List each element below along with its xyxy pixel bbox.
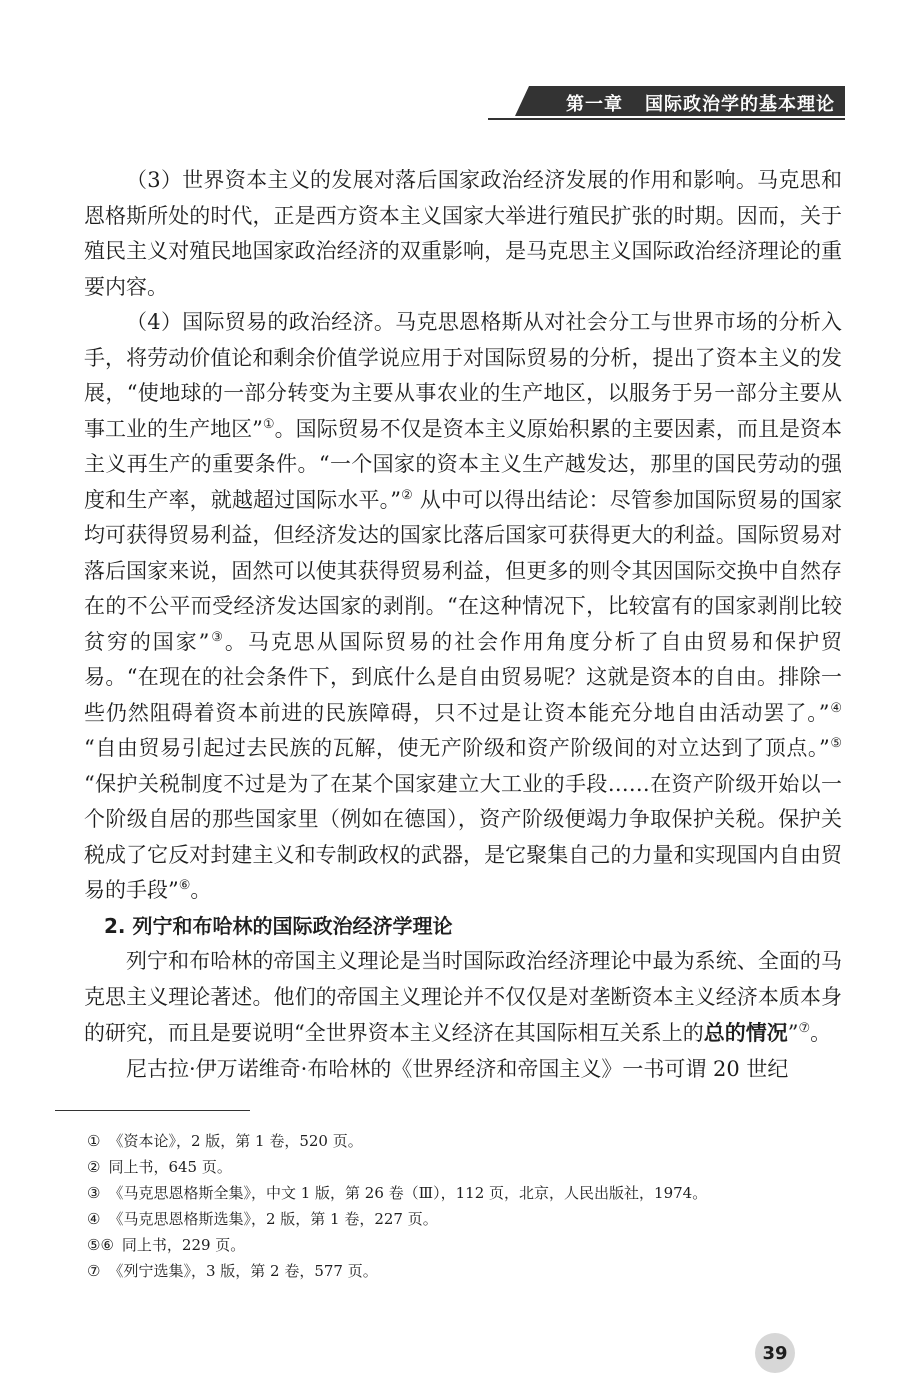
header-text	[566, 90, 835, 116]
footnote-mark: ②	[87, 1158, 101, 1176]
footnote-ref-7[interactable]: ⑦	[798, 1021, 811, 1036]
footnote-text: 同上书，645 页。	[108, 1158, 232, 1176]
footnote-ref-5[interactable]: ⑤	[829, 736, 842, 751]
paragraph-3-part-b: ”	[787, 1021, 799, 1045]
footnote-item	[87, 1180, 807, 1206]
footnote-mark: ④	[87, 1210, 101, 1228]
footnote-mark: ③	[87, 1184, 101, 1202]
header-title: 国际政治学的基本理论	[645, 94, 835, 115]
paragraph-2-part-b: 。国际贸易不仅是资本主义原始积累的主要因素，而且是资本主义再生产的重要条件。“一个国家的资本主义生产越发达，那里的国民劳动的强度和生产率，就越超过国际水平。”	[84, 416, 842, 512]
footnote-item	[87, 1128, 807, 1154]
footnote-item	[87, 1206, 807, 1232]
footnote-item	[87, 1232, 807, 1258]
running-header	[488, 82, 845, 124]
footnote-ref-1[interactable]: ①	[262, 416, 275, 432]
paragraph-2-part-f: “保护关税制度不过是为了在某个国家建立大工业的手段……在资产阶级开始以一个阶级自居的那些国家里（例如在德国），资产阶级便竭力争取保护关税。保护关税成了它反对封建主义和专制政权的武器，是它聚集自己的力量和实现国内自由贸易的手段”	[84, 771, 842, 902]
header-chapter: 第一章	[566, 94, 623, 115]
footnote-mark: ⑦	[87, 1262, 101, 1280]
footnotes	[87, 1128, 807, 1284]
footnote-ref-3[interactable]: ③	[209, 629, 225, 645]
paragraph-2-part-a: （4）国际贸易的政治经济。马克思恩格斯从对社会分工与世界市场的分析入手，将劳动价值论和剩余价值学说应用于对国际贸易的分析，提出了资本主义的发展，“使地球的一部分转变为主要从事农业的生产地区，以服务于另一部分主要从事工业的生产地区”	[84, 310, 842, 441]
paragraph-2-part-d: 。马克思从国际贸易的社会作用角度分析了自由贸易和保护贸易。“在现在的社会条件下，到底什么是自由贸易呢？这就是资本的自由。排除一些仍然阻碍着资本前进的民族障碍，只不过是让资本能充分地自由活动罢了。”	[84, 629, 842, 725]
footnote-item	[87, 1258, 807, 1284]
footnote-mark: ⑤⑥	[87, 1236, 114, 1254]
footnote-mark: ①	[87, 1132, 101, 1150]
paragraph-1: （3）世界资本主义的发展对落后国家政治经济发展的作用和影响。马克思和恩格斯所处的时代，正是西方资本主义国家大举进行殖民扩张的时期。因而，关于殖民主义对殖民地国家政治经济的双重影响，是马克思主义国际政治经济理论的重要内容。	[84, 168, 842, 299]
footnote-text: 《马克思恩格斯选集》，2 版，第 1 卷，227 页。	[108, 1210, 438, 1228]
paragraph-2	[84, 305, 842, 909]
footnote-text: 同上书，229 页。	[121, 1236, 246, 1254]
section-heading: 2. 列宁和布哈林的国际政治经济学理论	[104, 913, 453, 938]
footnote-item	[87, 1154, 807, 1180]
paragraph-3-bold: 总的情况	[703, 1020, 788, 1045]
paragraph-3: 列宁和布哈林的帝国主义理论是当时国际政治经济理论中最为系统、全面的马克思主义理论著述。他们的帝国主义理论并不仅仅是对垄断资本主义经济本质本身的研究，而且是要说明“全世界资本主义经济在其国际相互关系上的总的情况”⑦。	[84, 949, 842, 1045]
footnote-divider	[55, 1110, 250, 1111]
paragraph-2-part-g: 。	[190, 878, 212, 902]
footnote-ref-2[interactable]: ②	[401, 487, 413, 503]
paragraph-2-part-e: “自由贸易引起过去民族的瓦解，使无产阶级和资产阶级间的对立达到了顶点。”	[84, 736, 830, 760]
body-text	[84, 163, 842, 1087]
paragraph-3-part-a: 列宁和布哈林的帝国主义理论是当时国际政治经济理论中最为系统、全面的马克思主义理论著述。他们的帝国主义理论并不仅仅是对垄断资本主义经济本质本身的研究，而且是要说明“全世界资本主义经济在其国际相互关系上的	[84, 949, 842, 1045]
footnote-text: 《资本论》，2 版，第 1 卷，520 页。	[108, 1132, 363, 1150]
footnote-ref-6[interactable]: ⑥	[178, 878, 191, 893]
footnote-ref-4[interactable]: ④	[829, 700, 843, 716]
paragraph-4: 尼古拉·伊万诺维奇·布哈林的《世界经济和帝国主义》一书可谓 20 世纪	[126, 1056, 789, 1081]
footnote-text: 《列宁选集》，3 版，第 2 卷，577 页。	[108, 1262, 378, 1280]
header-rule	[488, 118, 845, 120]
footnote-text: 《马克思恩格斯全集》，中文 1 版，第 26 卷（Ⅲ），112 页，北京，人民出版社，1974。	[108, 1184, 708, 1202]
paragraph-2-part-c: 从中可以得出结论：尽管参加国际贸易的国家均可获得贸易利益，但经济发达的国家比落后国家可获得更大的利益。国际贸易对落后国家来说，固然可以使其获得贸易利益，但更多的则令其因国际交换中自然存在的不公平而受经济发达国家的剥削。“在这种情况下，比较富有的国家剥削比较贫穷的国家”	[84, 487, 842, 654]
page-number: 39	[755, 1333, 795, 1373]
